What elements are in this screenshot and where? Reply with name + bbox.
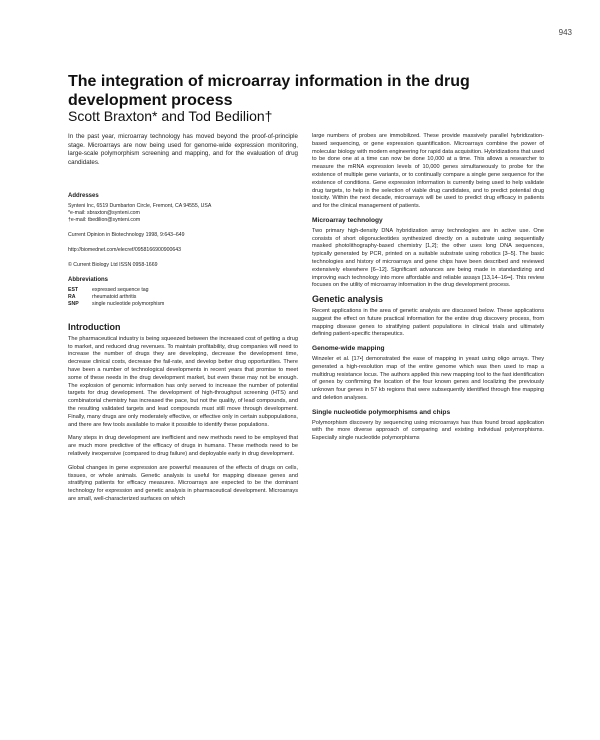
right-column (312, 133, 544, 449)
abbreviation-row (68, 301, 170, 308)
journal-citation: Current Opinion in Biotechnology 1998, 9:643–649 (68, 232, 185, 239)
abbreviation-key: EST (68, 286, 79, 293)
genetic-analysis-text: Recent applications in the area of genetic analysis are discussed below. These applications suggest the effect on future practical information for the entire drug discovery process, from mapping disease genes to stratifying patient populations in clinical trials and ultimately defining patient-specific therapeutics. (312, 307, 544, 338)
addresses-heading: Addresses (68, 193, 99, 200)
abbreviations-heading: Abbreviations (68, 277, 109, 284)
abbreviation-key: SNP (68, 300, 79, 307)
snp-chips-heading: Single nucleotide polymorphisms and chips (312, 408, 451, 416)
introduction-paragraph: The pharmaceutical industry is being squeezed between the increased cost of getting a drug to market, and reduced drug revenues. To maintain profitability, drug companies will need to increase the number of drugs they are developing, decrease the development time, decrease clinical costs, decrease the fail-rate, and develop better drug opportunities. There have been a number of technological developments in recent years that promise to meet some of these needs in the drug development market, but even these may not be enough. The explosion of genomic information has only served to increase the number of potential targets for drug development. The development of high-throughput screening (HTS) and combinatorial chemistry has increased the pace, but not the quality, of lead compounds, and the resulting validated targets and lead compounds must still move through development. Finally, many drugs are only moderately effective, or effective only in certain subpopulations, and there are few tools available to make it possible to identify these populations. (68, 335, 298, 428)
addresses-block (68, 203, 298, 224)
abbreviation-value: rheumatoid arthritis (92, 293, 137, 300)
abstract: In the past year, microarray technology has moved beyond the proof-of-principle stage. Microarrays are now being used for genome-wide expression monitoring, large-scale polymorphism screening and mapping, and for the evaluation of drug candidates. (68, 133, 298, 166)
abbreviation-key: RA (68, 293, 76, 300)
article-authors: Scott Braxton* and Tod Bedilion† (68, 108, 273, 124)
introduction-paragraph: Global changes in gene expression are powerful measures of the effects of drugs on cells, tissues, or whole animals. Genetic analysis is useful for mapping disease genes and stratifying patients for efficacy measures. Microarrays are expected to be the dominant technology for expression and genetic analysis in pharmaceutical development. Microarrays are small, well-characterized surfaces on which (68, 464, 298, 502)
page-number: 943 (558, 28, 572, 37)
microarray-technology-text: Two primary high-density DNA hybridization array technologies are in active use. One consists of short oligonucleotides synthesized directly on a substrate using sequentially masked photolithography-based chemistry [1,2]; the other uses long DNA sequences, typically generated by PCR, printed on a suitable substrate using robotics [3–5]. The basic technologies and history of microarrays and gene chips have been described and reviewed extensively elsewhere [6–12]. Significant advances are being made in standardizing and improving each technology into more affordable and reliable assays [13,14–16••]. This review focuses on the utility of microarray information in the drug development process. (312, 227, 544, 289)
address-line: Synteni Inc, 6519 Dumbarton Circle, Fremont, CA 94555, USA (68, 203, 212, 210)
abbreviation-value: expressed sequence tag (92, 286, 149, 293)
snp-chips-text: Polymorphism discovery by sequencing using microarrays has thus found broad application with the more diverse approach of comparing and existing individual polymorphisms. Especially single nucleotide polymorphisms (312, 419, 544, 442)
abbreviation-value: single nucleotide polymorphism (92, 300, 165, 307)
microarray-technology-heading: Microarray technology (312, 216, 383, 224)
introduction-continued: large numbers of probes are immobilized. These provide massively parallel hybridization-based sequencing, or gene expression quantification. Microarrays combine the power of molecular biology with modern engineering for rapid data acquisition. Hybridizations that used to be done one at a time can now be done 10,000 at a time. This allows a researcher to measure the mRNA expression levels of 10,000 genes simultaneously to probe for the existence of multiple gene variants, or to continually compare a single gene sequence for the existence of conditions. Gene expression information is currently being used to help validate drug targets, to help in the selection of viable drug candidates, and to predict potential drug toxicity. Within the next decade, microarrays will be used to predict drug efficacy in patients and for the clinical management of patients. (312, 133, 544, 210)
introduction-paragraph: Many steps in drug development are inefficient and new methods need to be employed that are much more predictive of the efficacy of drugs in humans. These methods need to be relatively inexpensive (compared to drug failure) and deployable early in drug development. (68, 435, 298, 457)
left-column (68, 133, 298, 510)
email-line: *e-mail: sbraxton@synteni.com (68, 210, 140, 217)
journal-url: http://biomednet.com/elecref/0958166900900643 (68, 247, 182, 254)
abbreviations-table (68, 287, 170, 308)
abbreviation-row (68, 294, 170, 301)
abbreviation-row (68, 287, 170, 294)
genetic-analysis-heading: Genetic analysis (312, 294, 384, 305)
journal-copyright: © Current Biology Ltd ISSN 0958-1669 (68, 262, 158, 269)
genome-wide-mapping-text: Winzeler et al. [17•] demonstrated the ease of mapping in yeast using oligo arrays. They generated a high-resolution map of the entire genome which was then used to map a multidrug resistance locus. The authors applied this new mapping tool to the fast identification of genes by confirming the location of the four known genes and localizing the previously unknown four genes in 57 kb regions that were subsequently identified through fine mapping and deletion analyses. (312, 355, 544, 401)
introduction-heading: Introduction (68, 321, 121, 332)
email-line: †e-mail: tbedilion@synteni.com (68, 217, 141, 224)
genome-wide-mapping-heading: Genome-wide mapping (312, 345, 385, 353)
article-title: The integration of microarray information in the drug development process (68, 73, 470, 109)
